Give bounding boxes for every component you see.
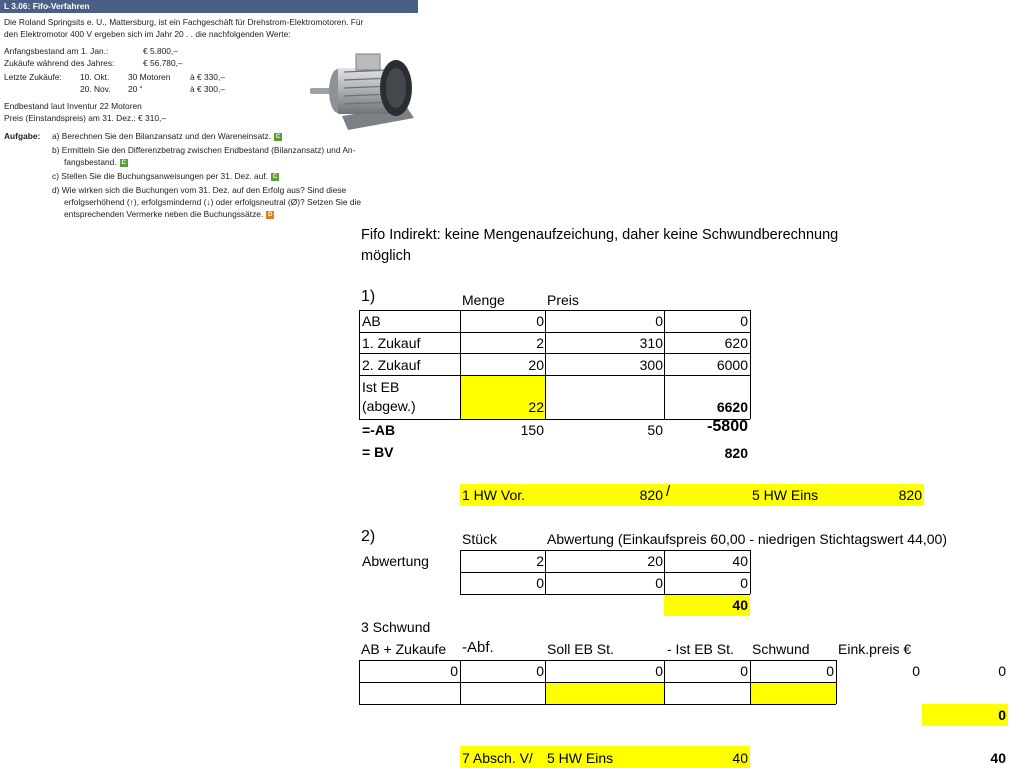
abwertung-total: 40: [732, 597, 748, 613]
row-ab-menge: 0: [536, 313, 544, 329]
excerpt-lz2-date: 20. Nov.: [80, 84, 111, 94]
highlight-schwund: [750, 682, 836, 704]
booking-1-slash: /: [666, 483, 671, 500]
abwertung-r1-stueck: 2: [536, 553, 544, 569]
abwertung-r1-wert: 40: [732, 553, 748, 569]
grid-line: [460, 572, 750, 573]
excerpt-zu-value: € 56.780,–: [143, 58, 183, 68]
excerpt-lz2-price: à € 300,–: [190, 84, 225, 94]
excerpt-task-c: [52, 171, 279, 181]
schwund-ab-zukaufe: 0: [450, 663, 458, 679]
row-zukauf-2-wert: 6000: [716, 357, 748, 373]
grid-line: [359, 353, 750, 354]
minus-ab-label: =-AB: [362, 422, 396, 438]
excerpt-lz1-qty: 30 Motoren: [128, 72, 171, 82]
textbook-excerpt: [0, 0, 418, 222]
excerpt-lz1-price: à € 330,–: [190, 72, 225, 82]
schwund-menge: 0: [826, 663, 834, 679]
grid-line: [359, 310, 360, 419]
section-3-title: 3 Schwund: [361, 619, 431, 635]
schwund-abf: 0: [536, 663, 544, 679]
excerpt-task-b-2-text: fangsbestand.: [64, 157, 117, 167]
ist-eb-label-1: Ist EB: [362, 379, 400, 395]
abwertung-r2-wert: 0: [740, 575, 748, 591]
grid-line: [359, 682, 836, 683]
grid-line: [460, 594, 750, 595]
excerpt-task-c-text: c) Stellen Sie die Buchungsanweisungen per 31. Dez. auf.: [52, 171, 269, 181]
grid-line: [359, 375, 750, 376]
booking-1-debit-amount: 820: [639, 487, 663, 503]
electric-motor-illustration: [308, 44, 418, 136]
excerpt-lz2-qty: 20 “: [128, 84, 143, 94]
row-ab-preis: 0: [655, 313, 663, 329]
competence-badge-c: C: [272, 173, 278, 180]
excerpt-aufgabe-label: Aufgabe:: [4, 131, 41, 141]
section-2-title: 2): [361, 528, 376, 545]
note-line-1: Fifo Indirekt: keine Mengenaufzeichung, daher keine Schwundberechnung: [361, 227, 839, 243]
header-preis: Preis: [547, 292, 579, 308]
schwund-einkaufspreis: 0: [912, 663, 920, 679]
excerpt-task-a-text: a) Berechnen Sie den Bilanzansatz und den Wareneinsatz.: [52, 131, 271, 141]
row-zukauf-2-menge: 20: [528, 357, 544, 373]
excerpt-intro-line-2: den Elektromotor 400 V ergeben sich im Jahr 20 . . die nachfolgenden Werte:: [4, 29, 291, 39]
header-ab-zukaufe: AB + Zukaufe: [361, 641, 447, 657]
grid-line: [359, 660, 836, 661]
booking-1-debit: 1 HW Vor.: [462, 487, 526, 503]
excerpt-task-d-2: erfolgserhöhend (↑), erfolgsmindernd (↓) oder erfolgsneutral (Ø)? Setzen Sie die: [64, 197, 361, 207]
excerpt-lz-label: Letzte Zukäufe:: [4, 72, 62, 82]
grid-line: [359, 332, 750, 333]
bv-wert: 820: [724, 445, 748, 461]
competence-badge-c: C: [121, 159, 126, 166]
header-abf: -Abf.: [462, 639, 494, 656]
abwertung-r2-betrag: 0: [655, 575, 663, 591]
excerpt-intro-line-1: Die Roland Springsits e. U., Mattersburg, ist ein Fachgeschäft für Drehstrom-Elektromotoren. Für: [4, 17, 364, 27]
abwertung-r2-stueck: 0: [536, 575, 544, 591]
section-1-title: 1): [361, 288, 376, 305]
booking-1-credit: 5 HW Eins: [752, 487, 819, 503]
grid-line: [359, 704, 836, 705]
header-ist-eb: - Ist EB St.: [667, 641, 734, 657]
row-zukauf-2-label: 2. Zukauf: [362, 357, 421, 373]
row-zukauf-1-wert: 620: [724, 335, 748, 351]
excerpt-title-bar: [0, 0, 418, 13]
excerpt-eb-line-2: Preis (Einstandspreis) am 31. Dez.: € 310,–: [4, 113, 166, 123]
booking-2-amount: 40: [732, 750, 748, 766]
excerpt-task-d-3-text: entsprechenden Vermerke neben die Buchungssätze.: [64, 209, 264, 219]
header-soll-eb: Soll EB St.: [547, 641, 614, 657]
abwertung-r1-betrag: 20: [647, 553, 663, 569]
booking-2-total: 40: [990, 750, 1006, 766]
row-zukauf-1-preis: 310: [639, 335, 663, 351]
competence-badge-d: D: [268, 211, 273, 218]
note-line-2: möglich: [361, 248, 411, 264]
minus-ab-menge: 150: [520, 422, 544, 438]
ist-eb-label-2: (abgew.): [362, 398, 416, 414]
excerpt-zu-label: Zukäufe während des Jahres:: [4, 58, 115, 68]
minus-ab-wert: -5800: [707, 418, 748, 435]
booking-1-credit-amount: 820: [898, 487, 922, 503]
schwund-soll-eb: 0: [655, 663, 663, 679]
excerpt-ab-value: € 5.800,–: [143, 46, 178, 56]
excerpt-task-a: [52, 131, 282, 141]
grid-line: [460, 550, 750, 551]
row-zukauf-1-menge: 2: [536, 335, 544, 351]
header-stueck: Stück: [462, 531, 498, 547]
excerpt-ab-label: Anfangsbestand am 1. Jan.:: [4, 46, 109, 56]
minus-ab-preis: 50: [647, 422, 663, 438]
excerpt-eb-line-1: Endbestand laut Inventur 22 Motoren: [4, 101, 142, 111]
header-schwund: Schwund: [752, 641, 810, 657]
row-zukauf-1-label: 1. Zukauf: [362, 335, 421, 351]
schwund-ist-eb: 0: [740, 663, 748, 679]
excerpt-task-d-1: d) Wie wirken sich die Buchungen vom 31. Dez. auf den Erfolg aus? Sind diese: [52, 185, 347, 195]
row-ab-label: AB: [362, 313, 381, 329]
header-menge: Menge: [462, 292, 505, 308]
schwund-total: 0: [998, 707, 1006, 723]
ist-eb-menge: 22: [528, 399, 544, 415]
row-zukauf-2-preis: 300: [639, 357, 663, 373]
bv-label: = BV: [362, 444, 394, 460]
grid-line: [750, 310, 751, 419]
row-ab-wert: 0: [740, 313, 748, 329]
booking-2-credit: 5 HW Eins: [547, 750, 614, 766]
abwertung-label: Abwertung: [362, 553, 429, 569]
grid-line: [750, 550, 751, 594]
header-einkaufspreis: Eink.preis €: [838, 641, 912, 657]
highlight-soll-eb: [545, 682, 664, 704]
excerpt-title: L 3.06: Fifo-Verfahren: [4, 1, 90, 11]
grid-line: [359, 310, 750, 311]
ist-eb-wert: 6620: [716, 399, 748, 415]
excerpt-task-d-3: [64, 209, 274, 219]
booking-2-debit: 7 Absch. V/: [462, 750, 533, 766]
schwund-wert: 0: [998, 663, 1006, 679]
excerpt-task-b-2: [64, 157, 128, 167]
competence-badge-c: C: [275, 133, 281, 140]
header-abwertung: Abwertung (Einkaufspreis 60,00 - niedrigen Stichtagswert 44,00): [547, 531, 947, 547]
excerpt-lz1-date: 10. Okt.: [80, 72, 110, 82]
excerpt-task-b-1: b) Ermitteln Sie den Differenzbetrag zwischen Endbestand (Bilanzansatz) und An-: [52, 145, 356, 155]
